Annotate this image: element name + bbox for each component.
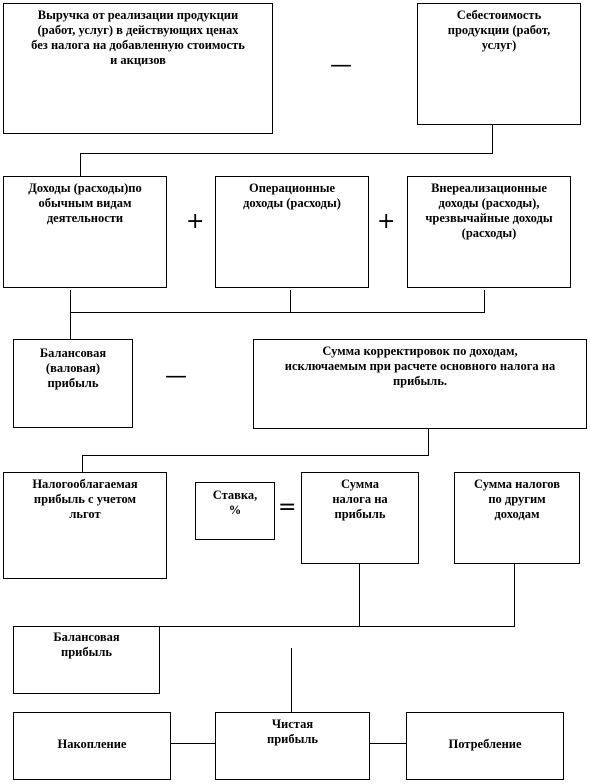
consumption-box: Потребление — [406, 712, 564, 780]
ordinary-income-box: Доходы (расходы)по обычным видам деятельности — [3, 176, 167, 288]
accumulation-box: Накопление — [13, 712, 171, 780]
equals-operator: = — [278, 495, 297, 520]
non-operating-income-box: Внереализационные доходы (расходы), чрезвычайные доходы (расходы) — [407, 176, 571, 288]
taxable-profit-box: Налогооблагаемая прибыль с учетом льгот — [3, 472, 167, 579]
connector-line — [70, 290, 71, 339]
tax-rate-box: Ставка, % — [195, 482, 275, 540]
connector-line — [359, 564, 360, 627]
connector-line — [70, 312, 485, 313]
connector-line — [80, 153, 81, 176]
connector-line — [290, 290, 291, 313]
connector-line — [428, 429, 429, 456]
other-taxes-box: Сумма налогов по другим доходам — [454, 472, 580, 564]
connector-line — [484, 290, 485, 313]
minus-operator-mid: — — [165, 364, 187, 389]
connector-line — [82, 455, 429, 456]
balance-gross-profit-box: Балансовая (валовая) прибыль — [13, 339, 133, 428]
balance-profit-box: Балансовая прибыль — [13, 626, 160, 694]
profit-tax-amount-box: Сумма налога на прибыль — [301, 472, 419, 564]
cost-box: Себестоимость продукции (работ, услуг) — [417, 3, 581, 125]
connector-line — [291, 648, 292, 712]
connector-line — [80, 153, 493, 154]
connector-line — [492, 125, 493, 154]
operating-income-box: Операционные доходы (расходы) — [215, 176, 369, 288]
connector-line — [370, 743, 406, 744]
connector-line — [171, 743, 215, 744]
plus-operator-2: + — [377, 209, 396, 234]
connector-line — [82, 455, 83, 472]
plus-operator-1: + — [186, 209, 205, 234]
net-profit-box: Чистая прибыль — [215, 712, 370, 780]
minus-operator-top: — — [330, 53, 352, 78]
revenue-box: Выручка от реализации продукции (работ, услуг) в действующих ценах без налога на добавленную стоимость и акцизов — [3, 3, 273, 134]
adjustments-box: Сумма корректировок по доходам, исключаемым при расчете основного налога на прибыль. — [253, 339, 587, 429]
connector-line — [514, 564, 515, 627]
